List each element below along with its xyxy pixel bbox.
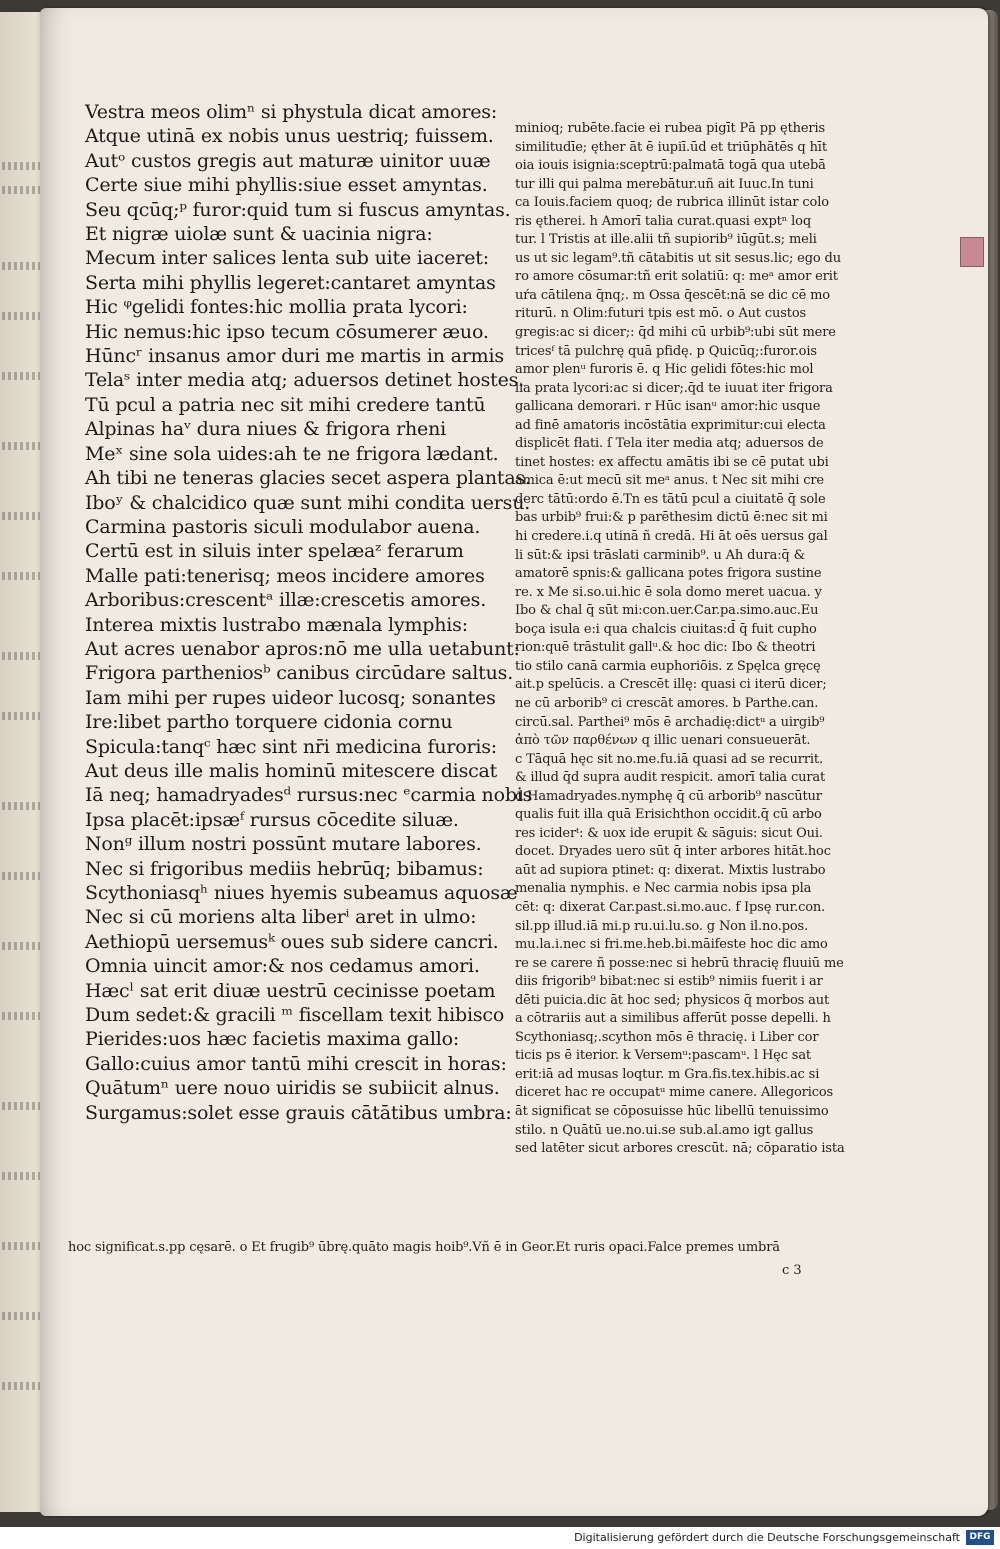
commentary-line: tinet hostes: ex affectu amātis ibi se cē putat ubi bbox=[515, 454, 829, 470]
verse-line: Aut deus ille malis hominū mitescere discat bbox=[85, 759, 498, 782]
commentary-line: sil.pp illud.iā mi.p ru.ui.lu.so. g Non il.no.pos. bbox=[515, 918, 809, 934]
footer-commentary-line: hoc significat.s.pp cęsarē. o Et frugib⁹ ūbrę.quāto magis hoib⁹.Vñ ē in Geor.Et ruris opaci.Falce premes umbrā bbox=[68, 1240, 780, 1255]
commentary-line: ait.p spelūcis. a Crescēt illę: quasi ci iterū dicer; bbox=[515, 677, 827, 693]
verse-line: Mecum inter salices lenta sub uite iaceret: bbox=[85, 247, 489, 270]
verse-line: Nec si cū moriens alta liberⁱ aret in ulmo: bbox=[85, 906, 477, 929]
verse-line: Certe siue mihi phyllis:siue esset amyntas. bbox=[85, 174, 488, 197]
verse-line: Arboribus:crescentᵃ illæ:crescetis amores. bbox=[85, 589, 487, 612]
verse-line: Iam mihi per rupes uideor lucosq; sonantes bbox=[85, 686, 496, 709]
commentary-line: aūt ad supiora ptinet: q: dixerat. Mixtis lustrabo bbox=[515, 862, 826, 878]
verse-line: Frigora partheniosᵇ canibus circūdare saltus. bbox=[85, 662, 514, 685]
commentary-line: ne cū arborib⁹ ci crescāt amores. b Parthe.can. bbox=[515, 695, 819, 711]
verse-line: Certū est in siluis inter spelæaᶻ ferarum bbox=[85, 540, 464, 563]
signature-mark: c 3 bbox=[782, 1263, 802, 1278]
commentary-line: derc tātū:ordo ē.Tn es tātū pcul a ciuitatē q̄ sole bbox=[515, 491, 826, 507]
verse-line: Spicula:tanqᶜ hæc sint nr̄i medicina furoris: bbox=[85, 735, 497, 758]
commentary-line: Scythoniasq;.scython mōs ē thracię. i Liber cor bbox=[515, 1029, 819, 1045]
verse-line: Nec si frigoribus mediis hebrūq; bibamus: bbox=[85, 857, 484, 880]
commentary-line: boça isula e:i qua chalcis ciuitas:d̄ q̄ fuit cupho bbox=[515, 621, 817, 637]
commentary-line: erit:iā ad musas loqtur. m Gra.fis.tex.hibis.ac si bbox=[515, 1066, 820, 1082]
verse-line: Hic ᵠgelidi fontes:hic mollia prata lycori: bbox=[85, 296, 468, 319]
commentary-line: tricesᶠ tā pulchrę quā pfidę. p Quicūq;:furor.ois bbox=[515, 343, 817, 359]
commentary-line: diceret hac re occupatᵘ mime canere. Allegoricos bbox=[515, 1085, 834, 1101]
commentary-line: displicēt fłati. ſ Tela iter media atq; aduersos de bbox=[515, 436, 824, 452]
verse-line: Iboʸ & chalcidico quæ sunt mihi condita uersu. bbox=[85, 491, 531, 514]
commentary-line: & illud q̄d supra audit respicit. amorī talia curat bbox=[515, 770, 826, 786]
verse-line: Dum sedet:& gracili ᵐ fiscellam texit hibisco bbox=[85, 1004, 505, 1027]
commentary-line: ris ętherei. h Amorī talia curat.quasi exptⁿ loq bbox=[515, 213, 812, 229]
verse-line: Scythoniasqʰ niues hyemis subeamus aquosæ bbox=[85, 882, 518, 904]
commentary-line: li sūt:& ipsi trāslati carminib⁹. u Ah dura:q̄ & bbox=[515, 547, 805, 563]
commentary-line: lia prata lycori:ac si dicer;.q̄d te iuuat iter frigora bbox=[515, 380, 833, 396]
verse-line: Ipsa placēt:ipsæᶠ rursus cōcedite siluæ. bbox=[85, 808, 459, 831]
verse-line: Seu qcūq;ᵖ furor:quid tum si fuscus amyntas. bbox=[85, 198, 511, 221]
verse-line: Nonᵍ illum nostri possūnt mutare labores. bbox=[85, 833, 482, 856]
commentary-line: riturū. n Olim:futuri tpis est mō. o Aut custos bbox=[515, 306, 807, 322]
commentary-line: gallicana demorari. r Hūc isanᵘ amor:hic usque bbox=[515, 399, 821, 415]
verse-line: Aethiopū uersemusᵏ oues sub sidere cancri. bbox=[85, 930, 499, 953]
verse-line: Tū pcul a patria nec sit mihi credere tantū bbox=[85, 393, 486, 416]
commentary-line: ἀπὸ τῶν παρθένων q illic uenari consueuerāt. bbox=[515, 733, 811, 749]
commentary-line: Ibo & chal q̄ sūt mi:con.uer.Car.pa.simo.auc.Eu bbox=[515, 603, 819, 619]
verse-line: Serta mihi phyllis legeret:cantaret amyntas bbox=[85, 271, 496, 294]
commentary-line: amica ē:ut mecū sit meᵃ anus. t Nec sit mihi cre bbox=[515, 473, 824, 489]
commentary-line: oia iouis isignia:sceptrū:palmatā togā qua utebā bbox=[515, 158, 826, 174]
commentary-line: uŕa cātilena q̄nq;. m Ossa q̄escēt:nā se dic cē mo bbox=[515, 287, 830, 303]
verse-line: Ah tibi ne teneras glacies secet aspera plantas. bbox=[85, 467, 531, 490]
commentary-line: tur. l Tristis at ille.alii tñ supiorib⁹ iūgūt.s; meli bbox=[515, 232, 817, 248]
commentary-line: stilo. n Quātū ue.no.ui.se sub.al.amo igt gallus bbox=[515, 1122, 814, 1138]
commentary-line: res iciderᵗ: & uox ide erupit & sāguis: sicut Oui. bbox=[515, 825, 823, 841]
commentary-line: re se carere ñ posse:nec si hebrū thracię fluuiū me bbox=[515, 955, 844, 971]
verse-line: Omnia uincit amor:& nos cedamus amori. bbox=[85, 955, 480, 978]
commentary-line: similitudīe; ęther āt ē iupiī.ūd et triūphātēs q hīt bbox=[515, 139, 827, 155]
dfg-logo: DFG bbox=[966, 1530, 994, 1545]
verse-column bbox=[85, 100, 533, 1125]
commentary-line: minioq; rubēte.facie ei rubea pigīt Pā pp ętheris bbox=[515, 121, 826, 136]
commentary-line: re. x Me si.so.ui.hic ē sola domo meret uacua. y bbox=[515, 584, 822, 600]
verse-line: Alpinas haᵛ dura niues & frigora rheni bbox=[85, 418, 446, 441]
commentary-line: rion:quē trāstulit gallᵘ.& hoc dic: Ibo & theotri bbox=[515, 640, 816, 656]
commentary-line: tur illi qui palma merebātur.uñ ait Iuuc.In tuni bbox=[515, 176, 814, 192]
verse-line: Pierides:uos hæc facietis maxima gallo: bbox=[85, 1028, 460, 1051]
commentary-line: c Tāquā hęc sit no.me.fu.iā quasi ad se recurrit. bbox=[515, 751, 823, 767]
commentary-line: diis frigorib⁹ bibat:nec si estib⁹ nimiis fuerit i ar bbox=[515, 974, 823, 990]
commentary-line: āt significat se cōposuisse hūc libellū tenuissimo bbox=[515, 1103, 829, 1119]
commentary-line: circū.sal. Parthei⁹ mōs ē archadię:dictᵘ a uirgib⁹ bbox=[515, 714, 825, 730]
commentary-line: cēt: q: dixerat Car.past.si.mo.auc. f Ipsę rur.con. bbox=[515, 899, 826, 915]
verse-line: Hic nemus:hic ipso tecum cōsumerer æuo. bbox=[85, 320, 489, 343]
verse-line: Hūncʳ insanus amor duri me martis in armis bbox=[85, 345, 504, 368]
verse-line: Iā neq; hamadryadesᵈ rursus:nec ᵉcarmia nobis bbox=[85, 784, 533, 807]
commentary-line: sed latēter sicut arbores crescūt. nā; cōparatio ista bbox=[515, 1141, 845, 1157]
verse-line: Ire:libet partho torquere cidonia cornu bbox=[85, 711, 453, 734]
verse-line: Surgamus:solet esse grauis cātātibus umbra: bbox=[85, 1101, 512, 1124]
digitization-credit: Digitalisierung gefördert durch die Deutsche Forschungsgemeinschaft bbox=[574, 1531, 960, 1544]
commentary-line: amatorē spnis:& gallicana potes frigora sustine bbox=[515, 566, 822, 582]
verse-line: Quātumⁿ uere nouo uiridis se subiicit alnus. bbox=[85, 1077, 500, 1100]
digitization-footer bbox=[0, 1527, 1000, 1549]
verse-line: Meˣ sine sola uides:ah te ne frigora lædant. bbox=[85, 442, 499, 465]
commentary-line: d Hamadryades.nymphę q̄ cū arborib⁹ nascūtur bbox=[515, 788, 822, 804]
verse-line: Et nigræ uiolæ sunt & uacinia nigra: bbox=[85, 223, 433, 246]
commentary-line: docet. Dryades uero sūt q̄ inter arbores hitāt.hoc bbox=[515, 844, 831, 860]
commentary-line: bas urbib⁹ frui:& p parēthesim dictū ē:nec sit mi bbox=[515, 510, 828, 526]
verse-line: Hæcˡ sat erit diuæ uestrū cecinisse poetam bbox=[85, 979, 496, 1002]
verse-line: Aut acres uenabor apros:nō me ulla uetabunt: bbox=[85, 637, 520, 660]
bookmark-tab bbox=[960, 237, 984, 267]
verse-line: Carmina pastoris siculi modulabor auena. bbox=[85, 515, 481, 538]
commentary-line: ro amore cōsumar:tñ erit solatiū: q: meᵃ amor erit bbox=[515, 269, 838, 285]
verse-line: Gallo:cuius amor tantū mihi crescit in horas: bbox=[85, 1052, 507, 1075]
verse-line: Atque utinā ex nobis unus uestriq; fuissem. bbox=[85, 125, 494, 148]
verse-line: Telaˢ inter media atq; aduersos detinet hostes. bbox=[85, 369, 525, 392]
verse-line: Malle pati:tenerisq; meos incidere amores bbox=[85, 564, 485, 587]
commentary-line: ad finē amatoris incōstātia exprimitur:cui electa bbox=[515, 417, 826, 433]
commentary-line: gregis:ac si dicer;: q̄d mihi cū urbib⁹:ubi sūt mere bbox=[515, 325, 836, 341]
commentary-line: hi credere.i.q utinā ñ credā. Hi āt oēs uersus gal bbox=[515, 529, 828, 545]
commentary-line: dēti puicia.dic āt hoc sed; physicos q̄ morbos aut bbox=[515, 992, 830, 1008]
commentary-column bbox=[515, 120, 845, 1159]
verse-line: Interea mixtis lustrabo mænala lymphis: bbox=[85, 613, 468, 636]
verse-line: Vestra meos olimⁿ si phystula dicat amores: bbox=[85, 101, 498, 123]
commentary-line: mu.la.i.nec si fri.me.heb.bi.māifeste hoc dic amo bbox=[515, 937, 828, 953]
commentary-line: tio stilo canā carmia euphoriōis. z Spęlca gręcę bbox=[515, 658, 821, 674]
commentary-line: a cōtrariis aut a similibus afferūt posse depelli. h bbox=[515, 1011, 831, 1027]
verse-line: Autᵒ custos gregis aut maturæ uinitor uuæ bbox=[85, 149, 491, 172]
commentary-line: us ut sic legam⁹.tñ cātabitis ut sit sesus.lic; ego du bbox=[515, 250, 841, 266]
commentary-line: amor plenᵘ furoris ē. q Hic gelidi fōtes:hic mol bbox=[515, 362, 814, 378]
commentary-line: ca Iouis.faciem quoq; de rubrica illinūt istar colo bbox=[515, 195, 829, 211]
commentary-line: qualis fuit illa quā Erisichthon occidit.q̄ cū arbo bbox=[515, 807, 822, 823]
commentary-line: ticis ps ē iterior. k Versemᵘ:pascamᵘ. l Hęc sat bbox=[515, 1048, 812, 1064]
commentary-line: menalia nymphis. e Nec carmia nobis ipsa pla bbox=[515, 881, 812, 897]
